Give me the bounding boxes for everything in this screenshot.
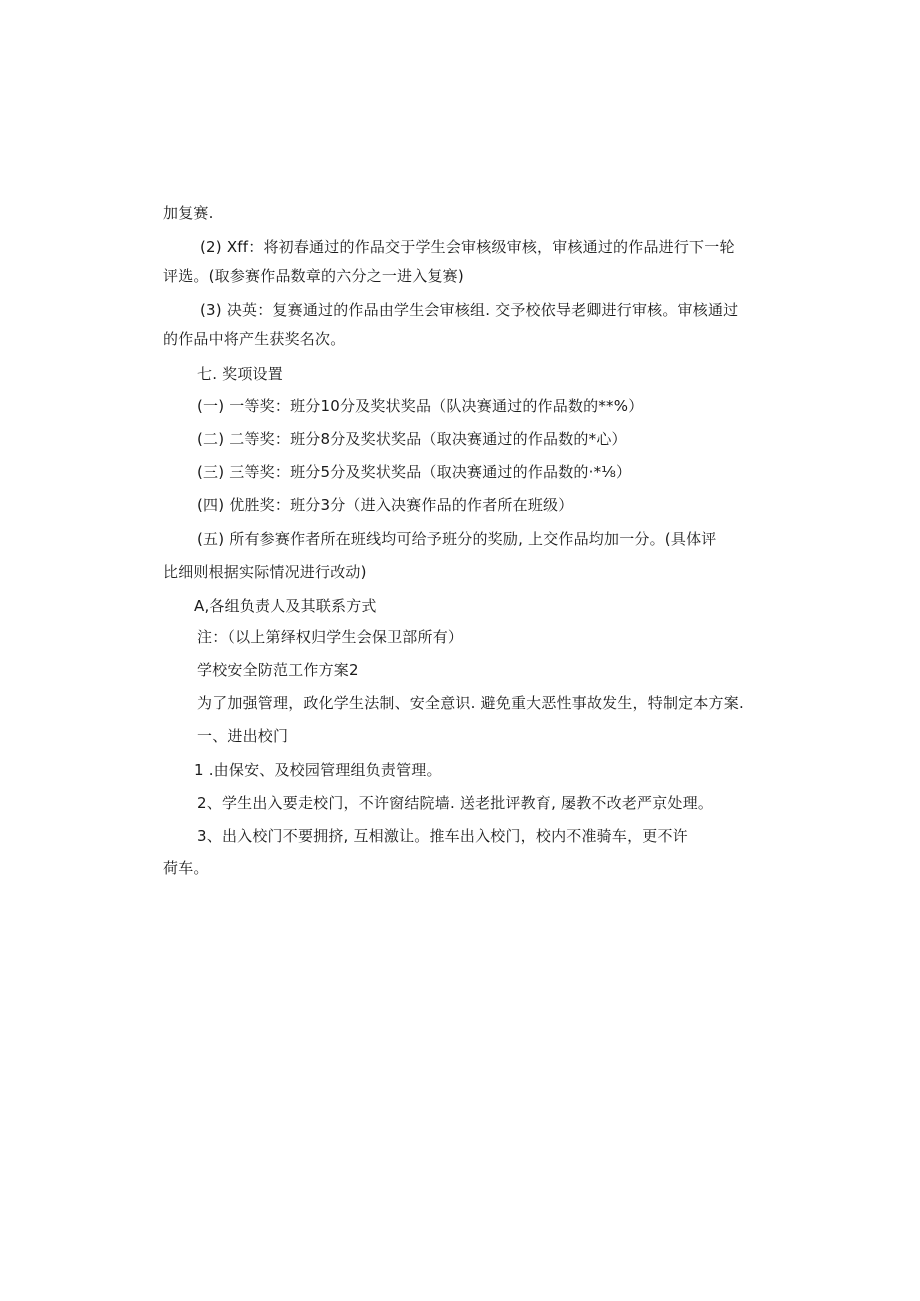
text-line: 加复赛. (163, 204, 214, 222)
text-line: 比细则根据实际情况进行改动) (163, 563, 367, 581)
text-line: 评选。(取参赛作品数章的六分之一进入复赛) (163, 267, 464, 285)
text-line: 荷车。 (163, 859, 209, 877)
text-line: (二) 二等奖：班分8分及奖状奖品（取决赛通过的作品数的*心） (197, 430, 627, 448)
list-item: 1 .由保安、及校园管理组负责管理。 (194, 761, 442, 779)
list-item: 2、学生出入要走校门，不许窗结院墙. 送老批评教育, 屡教不改老严京处理。 (197, 794, 714, 812)
text-line: 的作品中将产生获奖名次。 (163, 330, 346, 348)
section-heading: A,各组负责人及其联系方式 (194, 597, 377, 615)
section-heading: 一、进出校门 (197, 727, 289, 745)
text-line: (四) 优胜奖：班分3分（进入决赛作品的作者所在班级） (197, 496, 574, 514)
list-item: 3、出入校门不要拥挤, 互相激让。推车出入校门，校内不准骑车，更不许 (197, 827, 688, 845)
text-line: 注：（以上第绎权归学生会保卫部所有） (197, 628, 464, 646)
text-line: (3) 决英：复赛通过的作品由学生会审核组. 交予校依导老卿进行审核。审核通过 (200, 301, 739, 319)
text-line: (三) 三等奖：班分5分及奖状奖品（取决赛通过的作品数的·*⅛） (197, 463, 632, 481)
text-line: (一) 一等奖：班分10分及奖状奖品（队决赛通过的作品数的**%） (197, 397, 644, 415)
document-title: 学校安全防范工作方案2 (197, 661, 359, 679)
section-heading: 七. 奖项设置 (197, 365, 283, 383)
text-line: (五) 所有参赛作者所在班线均可给予班分的奖励, 上交作品均加一分。(具体评 (197, 530, 717, 548)
text-line: 为了加强管理，政化学生法制、安全意识. 避免重大恶性事故发生，特制定本方案. (197, 694, 744, 712)
text-line: (2) Xff：将初春通过的作品交于学生会审核级审核，审核通过的作品进行下一轮 (200, 238, 735, 256)
